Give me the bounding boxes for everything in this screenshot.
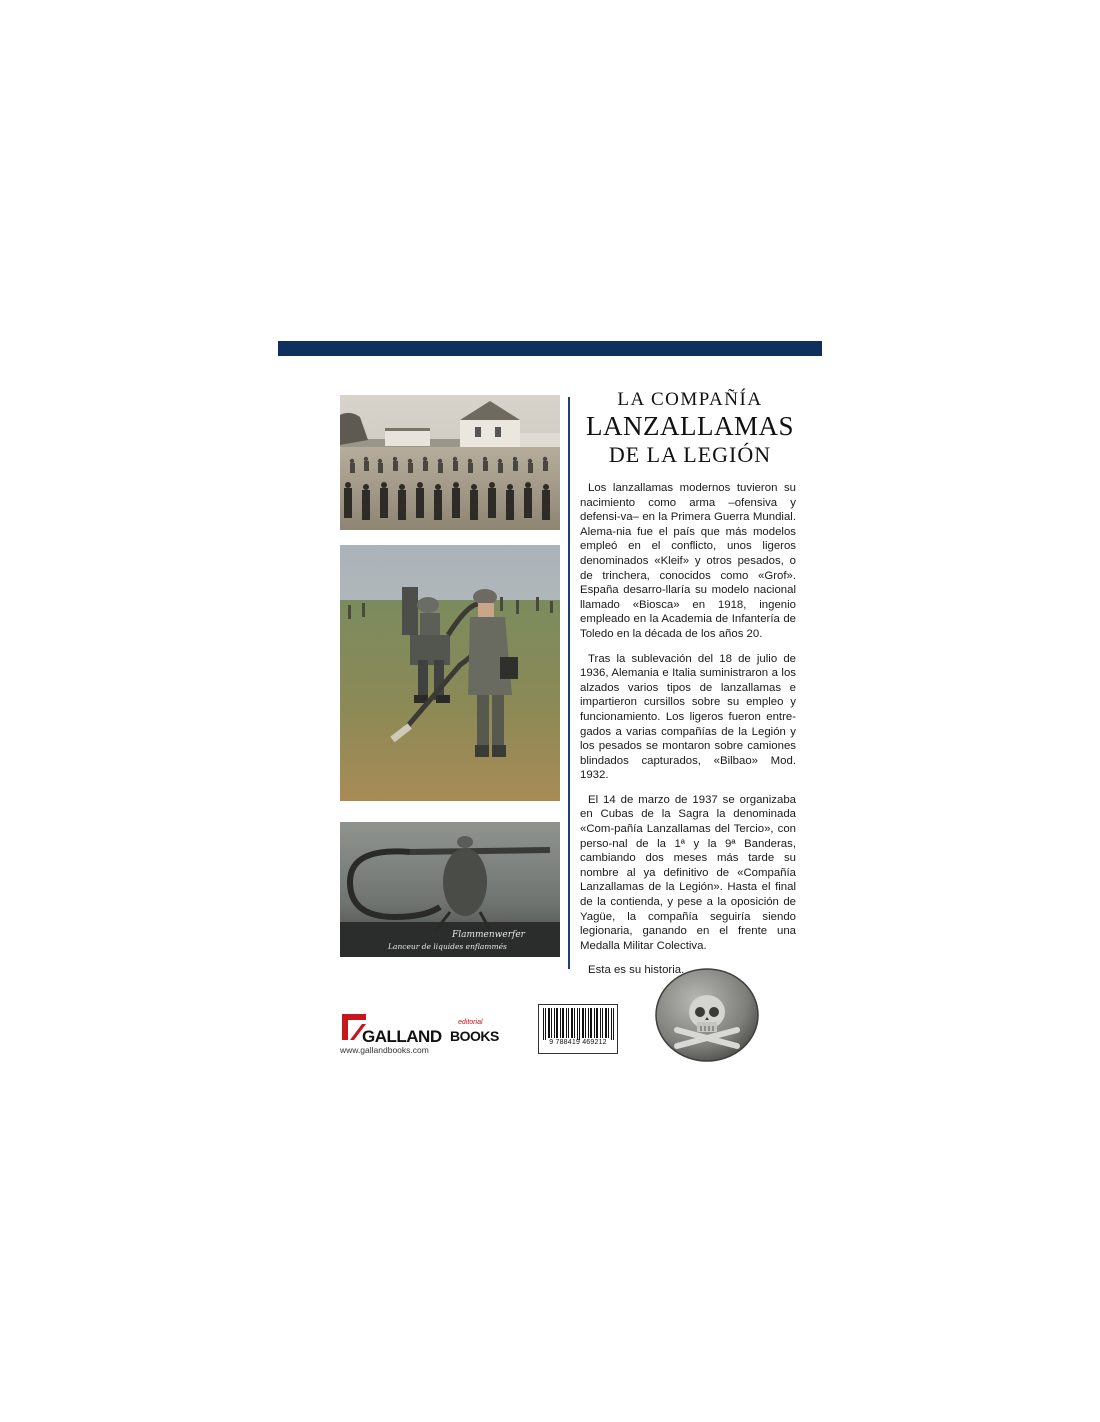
synopsis: [580, 481, 796, 988]
title-line-2: LANZALLAMAS: [586, 411, 794, 441]
postcard-caption-title: Flammenwerfer: [452, 930, 525, 940]
isbn-number: 9 788419 469212: [549, 1039, 607, 1046]
photo-soldiers-parade: [340, 395, 560, 530]
isbn-barcode: [538, 1004, 618, 1054]
column-divider: [568, 397, 570, 969]
publisher-name-books: BOOKS: [450, 1028, 499, 1044]
synopsis-paragraph-1: Los lanzallamas modernos tuvieron su nacimiento como arma –ofensiva y defensi-va– en la Primera Guerra Mundial. Alema-nia fue el país que más modelos empleó en el conflicto, unos ligeros denominados «Kleif» y otros pesados, o de trinchera, conocidos como «Grof». España desarro-llaría su modelo nacional llamado «Biosca» en 1918, ingenio empleado en la Academia de Infantería de Toledo en la década de los años 20.: [580, 482, 796, 640]
publisher-url: www.gallandbooks.com: [340, 1045, 429, 1055]
skull-badge: [655, 968, 760, 1062]
publisher-editorial: editorial: [458, 1019, 483, 1026]
title-line-3: DE LA LEGIÓN: [608, 442, 772, 467]
top-accent-bar: [278, 341, 822, 356]
publisher-name-galland: GALLAND: [362, 1027, 442, 1046]
barcode-bars-icon: [539, 1005, 617, 1041]
synopsis-paragraph-3: El 14 de marzo de 1937 se organizaba en Cubas de la Sagra la denominada «Com-pañía Lanzallamas del Tercio», con perso-nal de la 1ª y la 9ª Banderas, cambiando dos meses más tarde su nombre al ya definitivo de «Compañía Lanzallamas de la Legión». Hasta el final de la contienda, y pese a la oposición de Yagüe, la compañía seguiría siendo legionaria, ganando en el frente una Medalla Militar Colectiva.: [580, 793, 796, 952]
synopsis-paragraph-2: Tras la sublevación del 18 de julio de 1936, Alemania e Italia suministraron a los alzados varios tipos de lanzallamas e impartieron cursillos sobre su empleo y funcionamiento. Los ligeros fueron entre-gados a varias compañías de la Legión y los pesados se montaron sobre camiones blindados capturados, «Bilbao» Mod. 1932.: [580, 652, 796, 782]
title-line-1: LA COMPAÑÍA: [617, 389, 763, 410]
publisher-logo: [340, 1012, 499, 1072]
postcard-caption-subtitle: Lanceur de liquides enflammés: [388, 942, 507, 951]
photo-flamethrower-postcard: [340, 822, 560, 957]
book-title: [580, 384, 800, 470]
synopsis-paragraph-4: Esta es su historia.: [588, 964, 685, 977]
photo-flamethrower-soldiers: [340, 545, 560, 801]
